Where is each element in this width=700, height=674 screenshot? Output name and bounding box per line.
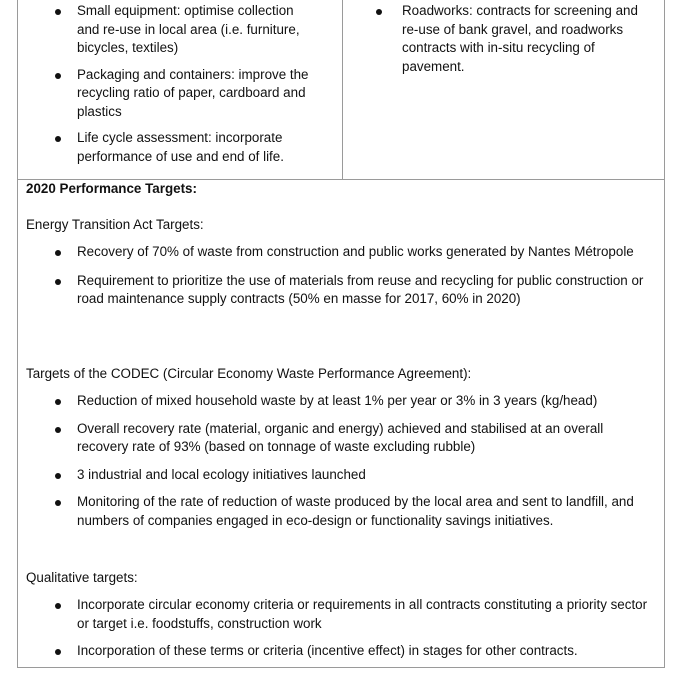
bullet-icon xyxy=(55,9,61,15)
bullet-icon xyxy=(55,399,61,405)
measures-right-cell xyxy=(342,0,664,179)
bullet-icon xyxy=(55,603,61,609)
bullet-icon xyxy=(55,136,61,142)
list-item-text: Incorporation of these terms or criteria (incentive effect) in stages for other contracts. xyxy=(77,643,578,658)
measures-left-cell xyxy=(18,0,342,179)
bullet-icon xyxy=(55,279,61,285)
list-item xyxy=(18,466,652,485)
list-item-text: Recovery of 70% of waste from construction and public works generated by Nantes Métropole xyxy=(77,244,634,259)
list-item xyxy=(18,392,652,411)
list-item xyxy=(18,642,652,661)
measures-row xyxy=(18,0,664,179)
bullet-icon xyxy=(55,427,61,433)
bullet-icon xyxy=(55,473,61,479)
list-item-text: Incorporate circular economy criteria or requirements in all contracts constituting a priority sector or target i.e. foodstuffs, construction work xyxy=(77,597,648,631)
list-item-text: Overall recovery rate (material, organic and energy) achieved and stabilised at an overall recovery rate of 93% (based on tonnage of waste excluding rubble) xyxy=(77,420,604,454)
list-item xyxy=(18,66,317,122)
list-item xyxy=(18,2,317,58)
list-item-text: 3 industrial and local ecology initiatives launched xyxy=(77,466,366,482)
right-bullet-list xyxy=(343,2,654,76)
bullet-icon xyxy=(55,73,61,79)
qualitative-targets-list xyxy=(18,596,652,670)
bullet-icon xyxy=(55,250,61,256)
list-item-text: Small equipment: optimise collection and re-use in local area (i.e. furniture, bicycles, textiles) xyxy=(77,3,300,55)
list-item-text: Requirement to prioritize the use of materials from reuse and recycling for public construction or road maintenance supply contracts (50% en masse for 2017, 60% in 2020) xyxy=(77,272,644,306)
document-table xyxy=(17,0,665,668)
list-item xyxy=(343,2,654,76)
left-bullet-list xyxy=(18,2,317,174)
list-item-text: Roadworks: contracts for screening and re-use of bank gravel, and roadworks contracts with in-situ recycling of pavement. xyxy=(402,3,638,74)
codec-targets-intro: Targets of the CODEC (Circular Economy Waste Performance Agreement): xyxy=(26,366,472,381)
energy-targets-intro: Energy Transition Act Targets: xyxy=(26,217,204,232)
list-item xyxy=(18,243,652,262)
list-item xyxy=(18,596,652,633)
qualitative-targets-intro: Qualitative targets: xyxy=(26,570,138,585)
list-item-text: Life cycle assessment: incorporate performance of use and end of life. xyxy=(77,130,284,164)
list-item xyxy=(18,272,652,309)
energy-targets-list xyxy=(18,243,652,319)
list-item-text: Packaging and containers: improve the recycling ratio of paper, cardboard and plastics xyxy=(77,66,309,119)
list-item-text: Reduction of mixed household waste by at least 1% per year or 3% in 3 years (kg/head) xyxy=(77,393,598,408)
bullet-icon xyxy=(55,649,61,655)
list-item xyxy=(18,493,652,530)
performance-targets-heading: 2020 Performance Targets: xyxy=(26,181,197,196)
bullet-icon xyxy=(55,500,61,506)
bullet-icon xyxy=(376,9,382,15)
list-item xyxy=(18,420,652,457)
codec-targets-list xyxy=(18,392,652,539)
list-item-text: Monitoring of the rate of reduction of waste produced by the local area and sent to landfill, and numbers of companies engaged in eco-design or functionality savings initiatives. xyxy=(77,494,634,528)
list-item xyxy=(18,129,317,166)
